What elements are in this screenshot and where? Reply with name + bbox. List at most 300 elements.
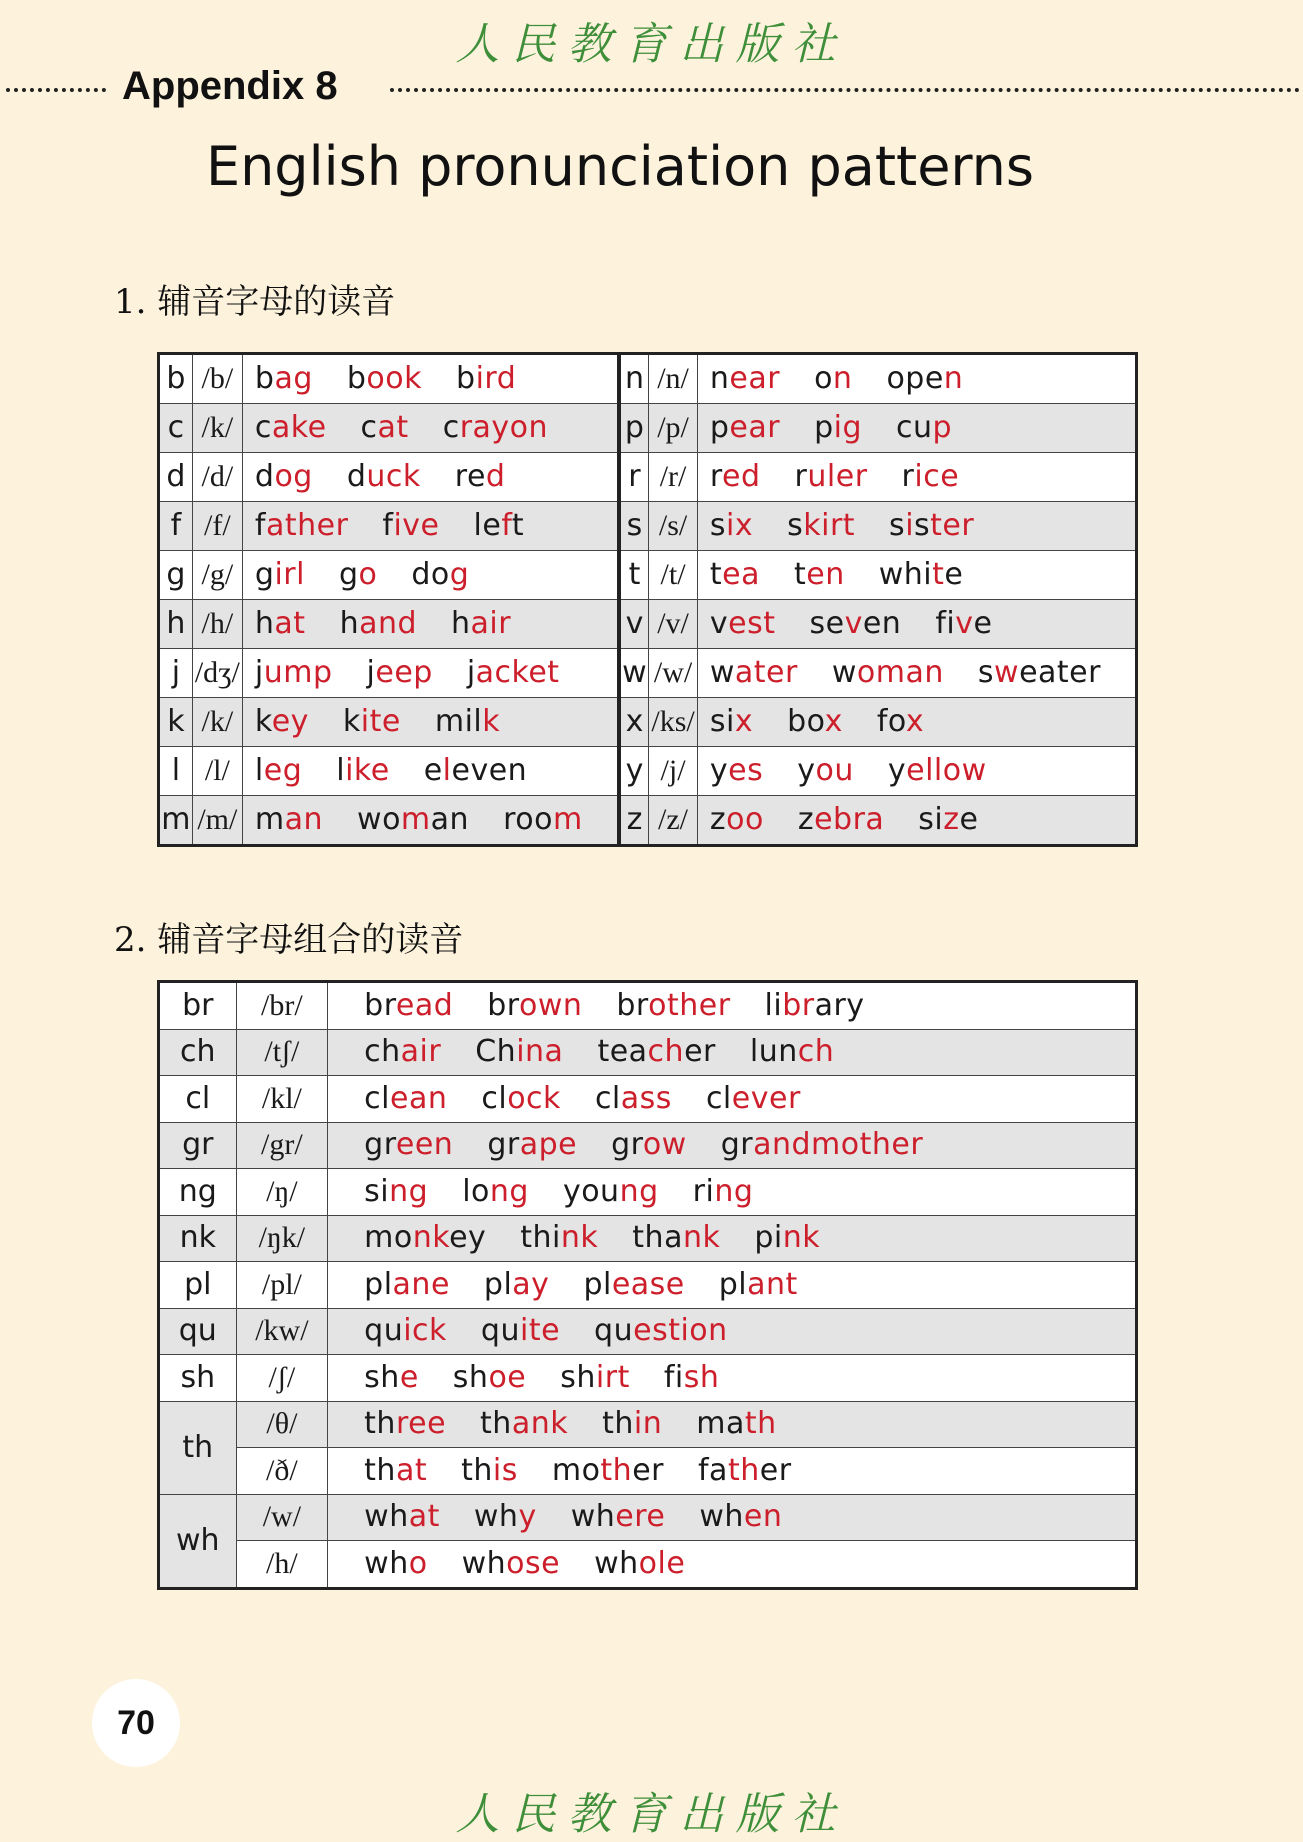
word-part: s — [787, 508, 804, 543]
publisher-logo-bottom: 人民教育出版社 — [455, 1789, 848, 1840]
combination-cell: gr — [159, 1122, 237, 1169]
example-word — [364, 1174, 428, 1209]
highlighted-letters: en — [743, 1499, 783, 1535]
highlighted-letters: rayon — [459, 410, 549, 445]
example-word — [889, 508, 974, 543]
example-word — [462, 1546, 561, 1581]
example-words-cell — [328, 982, 1137, 1030]
word-part: mo — [551, 1452, 601, 1488]
example-word — [347, 361, 422, 396]
highlighted-letters: ch — [647, 1034, 685, 1070]
highlighted-letters: ank — [511, 1406, 569, 1442]
phonetic-cell: /l/ — [192, 747, 242, 796]
example-word — [364, 1360, 419, 1395]
phonetic-cell: /r/ — [649, 453, 698, 502]
example-words-cell — [328, 1448, 1137, 1495]
highlighted-letters: t — [932, 557, 945, 592]
combination-cell: nk — [159, 1215, 237, 1262]
letter-cell: f — [159, 502, 193, 551]
example-words-cell — [697, 747, 1136, 796]
highlighted-letters: at — [395, 1452, 428, 1488]
highlighted-letters: m — [400, 802, 431, 837]
phonetic-cell: /tʃ/ — [236, 1029, 328, 1076]
example-word — [710, 410, 780, 445]
highlighted-letters: ag — [274, 361, 313, 396]
example-words-cell — [242, 747, 618, 796]
word-part: er — [684, 1034, 716, 1070]
example-word — [710, 459, 761, 494]
word-part: thi — [520, 1220, 561, 1256]
word-part: t — [511, 508, 525, 543]
combination-cell: ch — [159, 1029, 237, 1076]
word-part: j — [466, 655, 476, 690]
highlighted-letters: at — [274, 606, 306, 641]
word-part: z — [709, 802, 727, 837]
highlighted-letters: ook — [366, 361, 423, 396]
phonetic-cell: /b/ — [192, 354, 242, 404]
example-word — [698, 1453, 792, 1488]
highlighted-letters: sh — [683, 1359, 720, 1395]
word-part: n — [709, 361, 730, 396]
highlighted-letters: en — [806, 557, 845, 592]
example-word — [364, 1546, 427, 1581]
highlighted-letters: een — [395, 1127, 454, 1163]
example-words-cell — [242, 796, 618, 846]
example-word — [888, 753, 987, 788]
word-part: v — [709, 606, 729, 641]
example-word — [719, 1267, 798, 1302]
highlighted-letters: ey — [271, 704, 309, 739]
example-word — [552, 1453, 664, 1488]
highlighted-letters: w — [994, 655, 1020, 690]
table-row — [159, 1029, 1137, 1076]
dotted-rule-right — [390, 88, 1300, 92]
highlighted-letters: andmother — [753, 1127, 924, 1163]
word-part: sh — [452, 1359, 489, 1395]
table-row — [159, 1122, 1137, 1169]
phonetic-cell: /kl/ — [236, 1076, 328, 1123]
highlighted-letters: nk — [560, 1220, 599, 1256]
phonetic-cell: /k/ — [192, 404, 242, 453]
word-part: mil — [434, 704, 483, 739]
combination-cell: br — [159, 982, 237, 1030]
example-word — [364, 1499, 440, 1534]
example-word — [467, 655, 560, 690]
word-part: c — [254, 410, 272, 445]
highlighted-letters: ear — [729, 410, 781, 445]
word-part: wh — [594, 1545, 639, 1581]
example-words-cell — [328, 1169, 1137, 1216]
word-part: fo — [876, 704, 906, 739]
word-part: k — [342, 704, 361, 739]
example-word — [710, 361, 780, 396]
example-word — [339, 557, 377, 592]
example-word — [750, 1034, 834, 1069]
example-words-cell — [697, 649, 1136, 698]
example-word — [754, 1220, 820, 1255]
highlighted-letters: ter — [930, 508, 975, 543]
combination-cell: sh — [159, 1355, 237, 1402]
word-part: t — [793, 557, 807, 592]
word-part: pl — [483, 1266, 513, 1302]
highlighted-letters: ng — [619, 1173, 659, 1209]
word-part: ma — [696, 1406, 745, 1442]
example-word — [978, 655, 1101, 690]
example-word — [710, 802, 764, 837]
word-part: wh — [473, 1499, 519, 1535]
word-part: e — [944, 557, 964, 592]
highlighted-letters: f — [501, 508, 512, 543]
highlighted-letters: ng — [714, 1173, 754, 1209]
example-word — [255, 410, 327, 445]
example-word — [814, 361, 852, 396]
letter-cell: m — [159, 796, 193, 846]
example-word — [255, 704, 309, 739]
highlighted-letters: v — [955, 606, 974, 641]
section-heading-consonant-combinations: 2. 辅音字母组合的读音 — [114, 920, 464, 960]
highlighted-letters: ean — [390, 1080, 448, 1116]
example-word — [255, 753, 302, 788]
highlighted-letters: ng — [389, 1173, 429, 1209]
example-word — [594, 1313, 728, 1348]
highlighted-letters: n — [832, 361, 853, 396]
example-word — [798, 802, 884, 837]
word-part: ri — [692, 1173, 715, 1209]
highlighted-letters: ina — [516, 1034, 564, 1070]
example-word — [364, 1127, 453, 1162]
word-part: j — [254, 655, 264, 690]
word-part: gr — [364, 1127, 396, 1163]
example-words-cell — [328, 1401, 1137, 1448]
phonetic-cell: /p/ — [649, 404, 698, 453]
highlighted-letters: es — [728, 753, 764, 788]
word-part: pi — [754, 1220, 783, 1256]
example-word — [787, 704, 843, 739]
table-row — [159, 1215, 1137, 1262]
highlighted-letters: oman — [856, 655, 944, 690]
table-row — [159, 1401, 1137, 1448]
example-word — [453, 1360, 526, 1395]
example-word — [411, 557, 469, 592]
example-words-cell — [328, 1494, 1137, 1541]
example-word — [474, 508, 525, 543]
appendix-header — [0, 64, 1303, 110]
highlighted-letters: other — [648, 987, 731, 1023]
example-word — [340, 606, 417, 641]
phonetic-cell: /f/ — [192, 502, 242, 551]
word-part: lo — [462, 1173, 490, 1209]
highlighted-letters: ock — [507, 1080, 561, 1116]
highlighted-letters: irt — [595, 1359, 630, 1395]
example-word — [632, 1220, 720, 1255]
highlighted-letters: at — [408, 1499, 440, 1535]
combination-cell: ng — [159, 1169, 237, 1216]
example-word — [484, 1267, 550, 1302]
example-words-cell — [242, 502, 618, 551]
word-part: ey — [449, 1220, 487, 1256]
highlighted-letters: eg — [263, 753, 303, 788]
example-words-cell — [242, 354, 618, 404]
phonetic-cell: /gr/ — [236, 1122, 328, 1169]
table-row — [159, 1262, 1137, 1309]
word-part: l — [254, 753, 264, 788]
letter-cell: k — [159, 698, 193, 747]
highlighted-letters: x — [824, 704, 843, 739]
letter-cell: p — [619, 404, 649, 453]
table-row — [159, 649, 1137, 698]
highlighted-letters: ed — [722, 459, 761, 494]
word-part: sh — [560, 1359, 596, 1395]
example-word — [361, 410, 409, 445]
example-word — [481, 1081, 561, 1116]
example-word — [814, 410, 862, 445]
example-word — [480, 1406, 568, 1441]
word-part: e — [423, 753, 443, 788]
example-word — [602, 1406, 662, 1441]
example-word — [710, 753, 763, 788]
example-word — [364, 1267, 450, 1302]
example-word — [364, 1081, 447, 1116]
table-row — [159, 404, 1137, 453]
example-word — [255, 557, 305, 592]
phonetic-cell: /ð/ — [236, 1448, 328, 1495]
example-word — [594, 1546, 685, 1581]
highlighted-letters: o — [358, 557, 378, 592]
phonetic-cell: /d/ — [192, 453, 242, 502]
example-word — [699, 1499, 782, 1534]
example-word — [255, 361, 313, 396]
example-word — [710, 704, 753, 739]
highlighted-letters: ite — [519, 1313, 561, 1349]
word-part: eater — [1019, 655, 1101, 690]
highlighted-letters: uck — [366, 459, 421, 494]
highlighted-letters: th — [600, 1452, 633, 1488]
word-part: an — [430, 802, 470, 837]
word-part: si — [918, 802, 944, 837]
phonetic-cell: /g/ — [192, 551, 242, 600]
highlighted-letters: ix — [726, 508, 754, 543]
table-row — [159, 1308, 1137, 1355]
example-words-cell — [242, 453, 618, 502]
example-word — [424, 753, 528, 788]
word-part: whi — [878, 557, 933, 592]
example-word — [583, 1267, 684, 1302]
word-part: wh — [570, 1499, 616, 1535]
publisher-logo-top: 人民教育出版社 — [455, 19, 848, 70]
word-part: f — [382, 508, 394, 543]
example-word — [255, 508, 349, 543]
consonant-combinations-table — [157, 980, 1138, 1590]
highlighted-letters: m — [552, 802, 583, 837]
word-part: w — [709, 655, 735, 690]
combination-cell: th — [159, 1401, 237, 1494]
highlighted-letters: o — [408, 1545, 428, 1581]
phonetic-cell: /w/ — [236, 1494, 328, 1541]
table-row — [159, 354, 1137, 404]
word-part: l — [336, 753, 346, 788]
word-part: d — [254, 459, 275, 494]
word-part: qu — [594, 1313, 634, 1349]
letter-cell: l — [159, 747, 193, 796]
word-part: ch — [364, 1034, 401, 1070]
example-words-cell — [697, 796, 1136, 846]
highlighted-letters: ant — [747, 1266, 798, 1302]
word-part: wo — [357, 802, 401, 837]
word-part: br — [364, 987, 396, 1023]
example-word — [255, 459, 313, 494]
word-part: th — [480, 1406, 512, 1442]
table-row — [159, 502, 1137, 551]
highlighted-letters: i — [905, 508, 915, 543]
highlighted-letters: ow — [642, 1127, 687, 1163]
example-word — [503, 802, 583, 837]
letter-cell: j — [159, 649, 193, 698]
highlighted-letters: ead — [395, 987, 454, 1023]
highlighted-letters: and — [359, 606, 418, 641]
highlighted-letters: ree — [395, 1406, 447, 1442]
example-word — [809, 606, 901, 641]
highlighted-letters: ump — [263, 655, 333, 690]
example-word — [364, 1313, 447, 1348]
letter-cell: r — [619, 453, 649, 502]
word-part: c — [442, 410, 460, 445]
example-word — [475, 1034, 563, 1069]
word-part: even — [451, 753, 528, 788]
highlighted-letters: ake — [271, 410, 327, 445]
word-part: gr — [487, 1127, 520, 1163]
page-title: English pronunciation patterns — [205, 135, 1035, 198]
phonetic-cell: /ʃ/ — [236, 1355, 328, 1402]
highlighted-letters: ole — [638, 1545, 686, 1581]
example-word — [696, 1406, 776, 1441]
word-part: do — [411, 557, 450, 592]
word-part: j — [366, 655, 376, 690]
word-part: h — [254, 606, 275, 641]
example-word — [706, 1081, 801, 1116]
highlighted-letters: ird — [475, 361, 517, 396]
phonetic-cell: /h/ — [192, 600, 242, 649]
word-part: w — [831, 655, 857, 690]
phonetic-cell: /t/ — [649, 551, 698, 600]
example-word — [435, 704, 500, 739]
example-word — [487, 1127, 577, 1162]
word-part: p — [709, 410, 730, 445]
table-row — [159, 551, 1137, 600]
phonetic-cell: /n/ — [649, 354, 698, 404]
page-number: 70 — [92, 1679, 180, 1767]
word-part: th — [461, 1452, 493, 1488]
table-row — [159, 1541, 1137, 1589]
word-part: pl — [718, 1266, 748, 1302]
word-part: pl — [583, 1266, 612, 1302]
table-row — [159, 1494, 1137, 1541]
highlighted-letters: l — [442, 753, 452, 788]
example-word — [902, 459, 960, 494]
highlighted-letters: is — [492, 1452, 518, 1488]
highlighted-letters: th — [744, 1406, 777, 1442]
highlighted-letters: ebra — [814, 802, 885, 837]
word-part: cl — [594, 1080, 621, 1116]
phonetic-cell: /m/ — [192, 796, 242, 846]
example-word — [710, 508, 753, 543]
highlighted-letters: own — [518, 987, 583, 1023]
word-part: er — [759, 1452, 792, 1488]
table-row — [159, 796, 1137, 846]
highlighted-letters: nk — [412, 1220, 450, 1256]
example-word — [456, 361, 516, 396]
highlighted-letters: z — [943, 802, 960, 837]
table-row — [159, 1355, 1137, 1402]
example-words-cell — [328, 1076, 1137, 1123]
phonetic-cell: /w/ — [649, 649, 698, 698]
highlighted-letters: x — [734, 704, 754, 739]
highlighted-letters: ater — [734, 655, 798, 690]
word-part: m — [254, 802, 285, 837]
highlighted-letters: x — [905, 704, 925, 739]
example-word — [611, 1127, 687, 1162]
word-part: y — [709, 753, 729, 788]
example-words-cell — [697, 502, 1136, 551]
highlighted-letters: ellow — [906, 753, 987, 788]
example-word — [364, 1406, 446, 1441]
example-words-cell — [328, 1541, 1137, 1589]
phonetic-cell: /h/ — [236, 1541, 328, 1589]
phonetic-cell: /v/ — [649, 600, 698, 649]
word-part: you — [562, 1173, 620, 1209]
example-word — [616, 988, 730, 1023]
letter-cell: y — [619, 747, 649, 796]
table-row — [159, 453, 1137, 502]
phonetic-cell: /s/ — [649, 502, 698, 551]
word-part: wh — [461, 1545, 507, 1581]
example-word — [563, 1174, 659, 1209]
phonetic-cell: /θ/ — [236, 1401, 328, 1448]
highlighted-letters: nk — [682, 1220, 721, 1256]
highlighted-letters: irl — [274, 557, 305, 592]
word-part: se — [809, 606, 845, 641]
highlighted-letters: v — [844, 606, 863, 641]
example-word — [896, 410, 952, 445]
example-words-cell — [697, 698, 1136, 747]
highlighted-letters: ass — [620, 1080, 672, 1116]
example-words-cell — [697, 404, 1136, 453]
word-part: cl — [364, 1080, 390, 1116]
combination-cell: pl — [159, 1262, 237, 1309]
example-word — [364, 1220, 486, 1255]
combination-cell: cl — [159, 1076, 237, 1123]
phonetic-cell: /ŋ/ — [236, 1169, 328, 1216]
table-row — [159, 1169, 1137, 1216]
example-word — [462, 1174, 529, 1209]
letter-cell: h — [159, 600, 193, 649]
word-part: qu — [364, 1313, 404, 1349]
highlighted-letters: ick — [403, 1313, 447, 1349]
phonetic-cell: /br/ — [236, 982, 328, 1030]
example-word — [364, 988, 453, 1023]
word-part: f — [254, 508, 266, 543]
table-row — [159, 1448, 1137, 1495]
word-part: wh — [699, 1499, 744, 1535]
example-word — [797, 753, 854, 788]
example-word — [255, 606, 306, 641]
word-part: wh — [364, 1545, 409, 1581]
example-words-cell — [697, 354, 1136, 404]
highlighted-letters: br — [782, 987, 815, 1023]
highlighted-letters: ive — [393, 508, 440, 543]
word-part: s — [977, 655, 995, 690]
highlighted-letters: d — [485, 459, 506, 494]
example-word — [451, 606, 511, 641]
